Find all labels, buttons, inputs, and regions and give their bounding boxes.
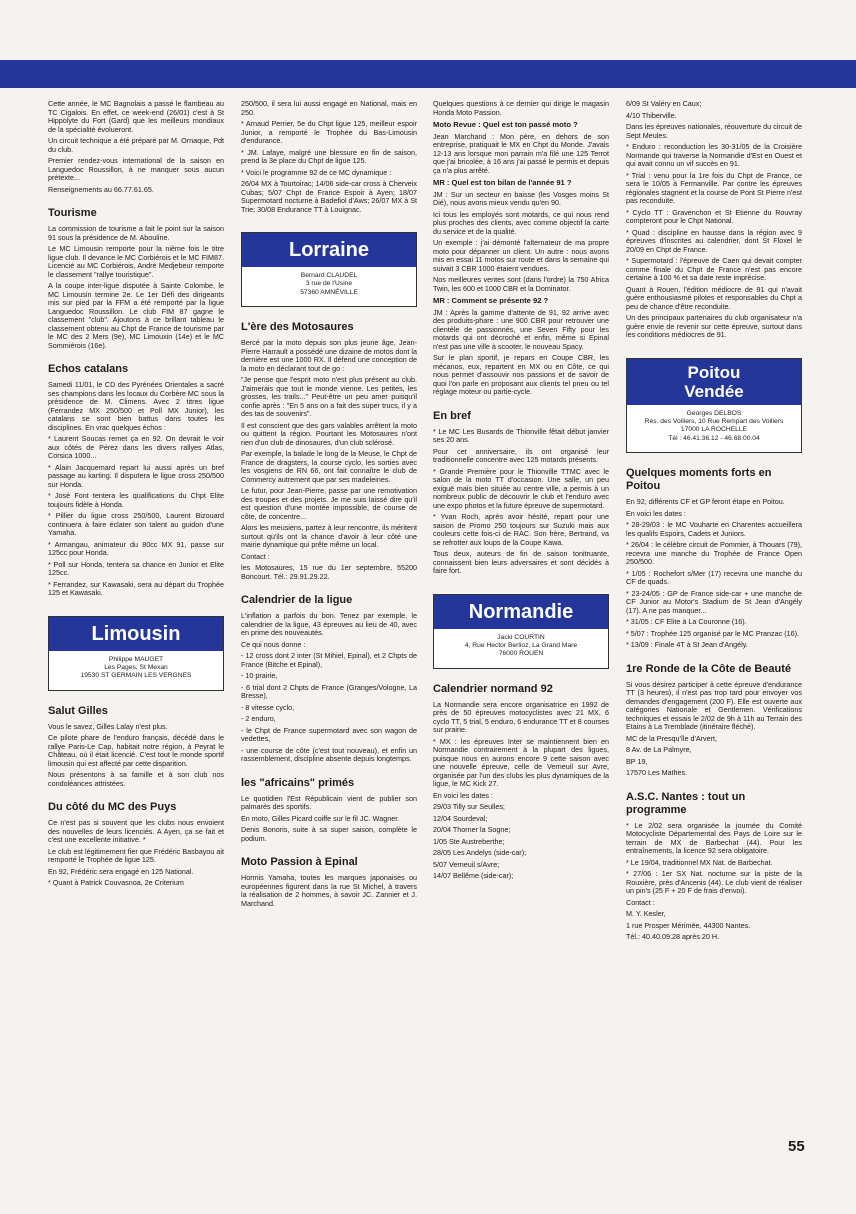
paragraph: Pour cet anniversaire, ils ont organisé leur traditionnelle concentre avec 125 motards présents. xyxy=(433,446,609,464)
paragraph: * Enduro : reconduction les 30-31/05 de la Croisière Normande qui traverse la Normandie d'Est en Ouest et qui avait connu un vif succès en 91. xyxy=(626,142,802,168)
paragraph: En voici les dates : xyxy=(626,508,686,518)
column-4 xyxy=(626,100,802,945)
paragraph: * Laurent Soucas remet ça en 92. On devrait le voir aux côtés de Pérez dans les divers rallyes Atlas, Corsica 1000... xyxy=(48,434,224,460)
paragraph: * Poll sur Honda, tentera sa chance en Junior et Elite 125cc. xyxy=(48,559,224,577)
paragraph: 26/04 MX à Tourtoirac; 14/06 side-car cross à Cherveix Cubas; 5/07 Chpt de France Espoir à Ayen; 18/07 Supermotard nocturne à Badefiol d'Aws; 26/07 MX à St Trie; 30/08 Endurance TT à Louignac. xyxy=(241,179,417,214)
paragraph: Contact : xyxy=(241,551,270,561)
paragraph: Hormis Yamaha, toutes les marques japonaises ou européennes figurent dans la rue St Michel, à travers la réalisation de 2 hommes, à savoir JC. Zannier et J. Marchand. xyxy=(241,873,417,908)
paragraph: La Normandie sera encore organisatrice en 1992 de près de 50 épreuves motocyclistes avec 21 MX, 6 cyclo TT, 5 trial, 5 enduro, 6 endurance TT et 8 courses sur prairie. xyxy=(433,699,609,735)
address-line: 4, Rue Hector Berlioz, La Grand Mare xyxy=(464,641,578,649)
paragraph: Alors les meusiens, partez à leur rencontre, ils méritent surtout qu'ils ont la chance d'avoir à leur côté une mairie dynamique qui prête même un local. xyxy=(241,523,417,550)
heading-ronde-cote-beaute: 1re Ronde de la Côte de Beauté xyxy=(626,662,792,675)
paragraph: Ce n'est pas si souvent que les clubs nous envoient des nouvelles de leurs licenciés. A Ayen, ça se fait et c'est une excellente initiative. * xyxy=(48,818,224,845)
paragraph: - 2 enduro, xyxy=(241,714,276,724)
column-2 xyxy=(241,100,417,911)
column-3 xyxy=(433,100,609,884)
paragraph: * 23-24/05 : GP de France side-car + une manche de CF Junior au Motor's Stadium de St Jean d'Angély (17). A ne pas manquer... xyxy=(626,588,802,615)
paragraph: * 27/06 : 1er SX Nat. nocturne sur la piste de la Rouxière, près d'Ancenis (44). Le club vient de réaliser un pin's (25 F + 20 F de frais d'envoi). xyxy=(626,869,802,896)
paragraph: * Grande Première pour le Thionville TTMC avec le salon de la moto TT d'occasion. Une salle, un peu exiguë mais bien située au centre ville, a permis à un nombreux public de découvrir le club et l'enduro avec une expo photos et la future épreuve de supermotard. xyxy=(433,466,609,510)
paragraph: * Alain Jacquemard repart lui aussi après un bref passage au karting. Il disputera le ligue cross 250/500 sur Honda. xyxy=(48,462,224,489)
paragraph: * 28-29/03 : le MC Vouharte en Charentes accueillera les qualifs Espoirs, Cadets et Juniors. xyxy=(626,520,802,538)
heading-mc-des-puys: Du côté du MC des Puys xyxy=(48,801,177,814)
normandie-contact-box xyxy=(433,594,609,669)
address-line: Philippe MAUGET xyxy=(108,655,164,663)
paragraph: * Quad : discipline en hausse dans la région avec 9 épreuves d'inscrites au calendrier, dont St Floxel le 20/09 en Chpt de France. xyxy=(626,227,802,254)
paragraph: 17570 Les Mathes. xyxy=(626,768,688,778)
address-line: Jacki COURTIN xyxy=(497,633,545,641)
paragraph: * 31/05 : CF Elite à La Couronne (16). xyxy=(626,617,747,627)
paragraph: En 92, Frédéric sera engagé en 125 National. xyxy=(48,866,194,876)
paragraph: Contact : xyxy=(626,897,655,907)
address-line: 17000 LA ROCHELLE xyxy=(680,426,748,434)
limousin-banner: Limousin xyxy=(49,617,223,651)
address-line: 3 rue de l'Usine xyxy=(305,280,353,288)
paragraph: Vous le savez, Gilles Lalay n'est plus. xyxy=(48,721,168,731)
paragraph: * 5/07 : Trophée 125 organisé par le MC Pranzac (16). xyxy=(626,628,799,638)
paragraph: * 1/05 : Rochefort s/Mer (17) recevra une manche du CF de quads. xyxy=(626,568,802,587)
paragraph: Ce qui nous donne : xyxy=(241,639,306,649)
paragraph: Nous présentons à sa famille et à son club nos condoléances attristées. xyxy=(48,770,224,788)
limousin-address xyxy=(49,651,223,690)
paragraph: A la coupe inter-ligue disputée à Sainte Colombe, le MC Limousin termine 2e. Le 1er Défi des dirigeants mis sur pied par la FFM a été remporté par la ligue Languedoc Roussillon. Le club FIM 87 gagne le classement "club". Ajoutons à ce brillant tableau le classement obtenu au Chpt de France de tourisme par le MC des 2 Mers (9e), MC Limouxin (14e) et le MC Sommiérois (16e). xyxy=(48,281,224,350)
paragraph: 8 Av. de La Palmyre, xyxy=(626,745,692,755)
paragraph: * Ferrandez, sur Kawasaki, sera au départ du Trophée 125 et Kawasaki. xyxy=(48,579,224,597)
paragraph: Le MC Limousin remporte pour la nième fois le titre ligue club. Il devance le MC Corbiérois et le MC FIM87. Licencié au MC Corbiérois, André Medjebeur remporte le classement "rallye touristique". xyxy=(48,244,224,279)
paragraph: 5/07 Verneuil s/Avre; xyxy=(433,859,500,869)
paragraph: * Voici le programme 92 de ce MC dynamique : xyxy=(241,167,392,177)
normandie-address xyxy=(434,629,608,668)
address-line: 76000 ROUEN xyxy=(498,650,544,658)
paragraph: Le quotidien l'Est Républicain vient de publier son palmarès des sportifs. xyxy=(241,793,417,812)
paragraph: Le futur, pour Jean-Pierre, passe par une remotivation des troupes et des projets. Je me suis laissé dire qu'il est question d'une montée impossible, de course de côte, de concentre... xyxy=(241,486,417,521)
paragraph: * Supermotard : l'épreuve de Caen qui devait compter comme finale du Chpt de France n'est pas encore certaine à 100 % et sa date reste imprécise. xyxy=(626,256,802,282)
paragraph: * Pillier du ligue cross 250/500, Laurent Bizouard continuera à faire éclater son talent au guidon d'une Yamaha. xyxy=(48,511,224,537)
paragraph: Jean Marchand : Mon père, en dehors de son entreprise, pratiquait le MX en Chpt du Monde. J'avais 12-13 ans lorsque mon parrain m'a filé une 125 Terrot que j'ai bricolée, à 16 ans j'ai passé le permis et depuis ça n'a plus arrêté. xyxy=(433,131,609,175)
address-line: Georges DELBOS xyxy=(686,409,742,417)
interview-question: MR : Quel est ton bilan de l'année 91 ? xyxy=(433,178,572,187)
column-1 xyxy=(48,100,224,891)
paragraph: Renseignements au 66.77.61.65. xyxy=(48,184,154,194)
banner-line: Vendée xyxy=(684,381,744,401)
header-band xyxy=(0,60,856,88)
paragraph: * JM. Lafaye, malgré une blessure en fin de saison, prend la 3e place du Chpt de ligue 125. xyxy=(241,147,417,165)
page-number: 55 xyxy=(788,1138,805,1155)
paragraph: 1 rue Prosper Mérimée, 44300 Nantes. xyxy=(626,920,751,930)
paragraph: Un circuit technique a été préparé par M. Ornaque, Pdt du club. xyxy=(48,136,224,154)
paragraph: 29/03 Tilly sur Seulles; xyxy=(433,802,505,812)
heading-motosaures: L'ère des Motosaures xyxy=(241,321,354,334)
paragraph: * Cyclo TT : Gravenchon et St Etienne du Rouvray compteront pour le Chpt National. xyxy=(626,207,802,225)
paragraph: 28/05 Les Andelys (side-car); xyxy=(433,848,527,858)
address-line: Bernard CLAUDEL xyxy=(300,272,358,279)
heading-asc-nantes: A.S.C. Nantes : tout un programme xyxy=(626,790,746,816)
paragraph: * 13/09 : Finale 4T à St Jean d'Angély. xyxy=(626,640,748,650)
paragraph: Premier rendez-vous international de la saison en Languedoc Roussillon, à ne manquer sous aucun prétexte... xyxy=(48,156,224,182)
limousin-contact-box xyxy=(48,616,224,691)
paragraph: Un exemple : j'ai démonté l'alternateur de ma propre moto pour dépanner un client. Un autre : nous avons mis en essai 11 motos sur route et dans la semaine qui suivait 3 CBR 1000 étaient vendues. xyxy=(433,238,609,273)
paragraph: Si vous désirez participer à cette épreuve d'endurance TT (3 heures), il n'est pas trop tard pour envoyer vos demandes d'engagement (200 F). Elle est ouverte aux catégories Nationale et Gentlemen. Vérifications techniques et essais le 2/02 de 9h à 11h au Terrain des Etains à La Tremblade (itinéraire fléché). xyxy=(626,679,802,732)
interview-question: Moto Revue : Quel est ton passé moto ? xyxy=(433,120,578,129)
paragraph: Ce pilote phare de l'enduro français, décédé dans le rallye Paris-Le Cap, habitait notre région, à Peyrat le Château, où il était licencié. C'est tout le monde sportif limousin qui est affecté par cette disparition. xyxy=(48,733,224,768)
lorraine-contact-box xyxy=(241,232,417,307)
paragraph: * Le MC Les Busards de Thionville fêtait début janvier ses 20 ans. xyxy=(433,426,609,444)
paragraph: 14/07 Bellême (side-car); xyxy=(433,871,514,881)
paragraph: * Armangau, animateur du 80cc MX 91, passe sur 125cc pour Honda. xyxy=(48,539,224,557)
paragraph: * 26/04 : le célèbre circuit de Pommier, à Thouars (79), recevra une manche du Trophée de France Open 250/500. xyxy=(626,540,802,567)
paragraph: Quant à Rouen, l'édition médiocre de 91 qui n'avait guère enthousiasmé pilotes et responsables du Chpt a peu de chance d'être reconduite. xyxy=(626,284,802,311)
heading-calendrier-ligue: Calendrier de la ligue xyxy=(241,594,353,607)
paragraph: L'inflation a parfois du bon. Tenez par exemple, le calendrier de la ligue, 43 épreuves au lieu de 40, avec en prime des nouveautés. xyxy=(241,611,417,638)
poitou-vendee-banner xyxy=(627,359,801,405)
heading-moments-forts: Quelques moments forts en Poitou xyxy=(626,467,772,493)
poitou-vendee-contact-box xyxy=(626,358,802,454)
paragraph: En moto, Gilles Picard coiffe sur le fil JC. Wagner. xyxy=(241,813,400,823)
paragraph: * Le 2/02 sera organisée la journée du Comité Motocycliste Départemental des Pays de Loire sur le terrain de MX de Barbechat (44). Pour les entraînements, la licence 92 sera obligatoire. xyxy=(626,820,802,856)
paragraph: Sur le plan sportif, je repars en Coupe CBR, les mécanos, eux, repartent en MX ou en Côte, ce qui nous permet d'assouvir nos passions et de savoir de quoi l'on parle en proposant aux clients tel pneu ou tel réglage moteur ou partie-cycle. xyxy=(433,353,609,396)
paragraph: "Je pense que l'esprit moto n'est plus présent au club. J'aimerais que tout le monde vienne. Les petites, les grosses, les trails..." Peut-être un peu amer puisqu'il confie après : "En 5 ans on a fait des super trucs, il y a des tas de souvenirs". xyxy=(241,375,417,419)
paragraph: Dans les épreuves nationales, réouverture du circuit de Sept Meules. xyxy=(626,122,802,140)
paragraph: * Yvan Roch, après avoir hésité, repart pour une saison de Promo 250 toujours sur Suzuki mais aux couleurs cette fois-ci de RAC. Son frère, Bertrand, va se refrotter aux loups de la Coupe Kawa. xyxy=(433,512,609,547)
paragraph: * Le 19/04, traditionnel MX Nat. de Barbechat. xyxy=(626,857,773,867)
paragraph: JM : Après la gamme d'attente de 91, 92 arrive avec des produits-phare : une 900 CBR pour retrouver une clientèle de passionnés, une Seven Fifty pour les motards qui ont décroché et enfin, même si Epinal n'est pas une ville à scooter, le nouveau Spacy. xyxy=(433,307,609,351)
paragraph: - 8 vitesse cyclo, xyxy=(241,702,295,712)
paragraph: BP 19, xyxy=(626,756,648,766)
paragraph: - 12 cross dont 2 inter (St Mihiel, Epinal), et 2 Chpts de France (Bitche et Epinal), xyxy=(241,651,417,669)
paragraph: Un des principaux partenaires du club organisateur n'a guère envie de revenir sur cette épreuve, surtout dans les conditions médiocres de 91. xyxy=(626,313,802,339)
heading-moto-passion: Moto Passion à Epinal xyxy=(241,856,358,869)
paragraph: En voici les dates : xyxy=(433,790,493,800)
banner-line: Poitou xyxy=(687,362,741,382)
heading-salut-gilles: Salut Gilles xyxy=(48,704,108,717)
paragraph: 1/05 Ste Austreberthe; xyxy=(433,836,505,846)
paragraph: La commission de tourisme a fait le point sur la saison 91 sous la présidence de M. Abouline. xyxy=(48,224,224,242)
paragraph: 20/04 Thorner la Sogne; xyxy=(433,825,511,835)
paragraph: Bercé par la moto depuis son plus jeune âge, Jean-Pierre Harrault a possédé une dizaine de motos dont la dernière est une 1000 RX. Il défend une conception de la moto en déclarant tout de go : xyxy=(241,338,417,373)
paragraph: Le club est légitimement fier que Frédéric Basbayou ait remporté le Trophée de ligue 125. xyxy=(48,846,224,865)
paragraph: * Trial : venu pour la 1re fois du Chpt de France, ce sera le 10/05 à Fermanville. Par contre les épreuves régionales stagnent et la course de Pont St Pierre n'est pas reconduite. xyxy=(626,170,802,205)
heading-calendrier-normand: Calendrier normand 92 xyxy=(433,682,553,695)
paragraph: - le Chpt de France supermotard avec son wagon de vedettes, xyxy=(241,725,417,744)
address-line: Tél : 46.41.36.12 - 46.68.00.04 xyxy=(668,434,760,442)
paragraph: Cette année, le MC Bagnolais a passé le flambeau au TC Cigalois. En effet, ce week-end (26/01) c'est à St Hippolyte du Fort (Gard) que les meilleurs mondiaux de la spécialité évolueront. xyxy=(48,99,224,134)
paragraph: Ici tous les employés sont motards, ce qui nous rend plus proches des clients, avec comme objectif la carte du service et de la qualité. xyxy=(433,209,609,236)
paragraph: - une course de côte (c'est tout nouveau), et enfin un rassemblement, discipline absente depuis longtemps. xyxy=(241,745,417,764)
heading-africains: les "africains" primés xyxy=(241,776,355,789)
paragraph: 6/09 St Valéry en Caux; xyxy=(626,99,702,108)
address-line: 19530 ST GERMAIN LES VERGNES xyxy=(80,672,192,680)
paragraph: - 6 trial dont 2 Chpts de France (Granges/Vologne, La Bresse), xyxy=(241,682,417,701)
heading-tourisme: Tourisme xyxy=(48,207,97,219)
paragraph: Par exemple, la balade le long de la Meuse, le Chpt de France de dragsters, la course cyclo, les sorties avec les vosgiens de RN 66, ont fait connaître le club de Commercy autrement que par ses madeleines. xyxy=(241,449,417,484)
paragraph: 250/500, il sera lui aussi engagé en National, mais en 250. xyxy=(241,99,417,117)
paragraph: Nos meilleures ventes sont (dans l'ordre) la 750 Africa Twin, les 600 et 1000 CBR et la Dominator. xyxy=(433,275,609,293)
paragraph: Denis Bonoris, suite à sa super saison, complète le podium. xyxy=(241,825,417,843)
normandie-banner: Normandie xyxy=(434,595,608,629)
paragraph: Tél.: 40.40.09.28 après 20 H. xyxy=(626,932,720,942)
paragraph: Tous deux, auteurs de fin de saison tonitruante, connaissent bien leurs adversaires et sont décidés à faire fort. xyxy=(433,549,609,575)
paragraph: Quelques questions à ce dernier qui dirige le magasin Honda Moto Passion. xyxy=(433,99,609,117)
paragraph: * Arnaud Perrier, 5e du Chpt ligue 125, meilleur espoir Junior, a remporté le Trophée du Bas-Limousin d'endurance. xyxy=(241,119,417,145)
paragraph: MC de la Presqu'île d'Arvert, xyxy=(626,733,718,743)
paragraph: * MX : les épreuves Inter se maintiennent bien en Normandie contrairement à la plupart des ligues, puisque nous en aurons encore 9 cette saison avec une nouvelle épreuve, celle de Verneuil sur Avre, organisée par l'un des clubs les plus dynamiques de la ligue, le MC Kick 27. xyxy=(433,736,609,789)
paragraph: Il est conscient que des gars valables arrêtent la moto ou quittent la région. Pourtant les Motosaures n'ont rien d'un club de dinosaures, d'un club sclérosé. xyxy=(241,420,417,447)
paragraph: JM : Sur un secteur en baisse (les Vosges moins St Dié), nous avons mieux vendu qu'en 90. xyxy=(433,189,609,207)
address-line: Les Pages, St Mexan xyxy=(104,663,168,671)
heading-echos-catalans: Echos catalans xyxy=(48,363,129,375)
poitou-vendee-address xyxy=(627,405,801,453)
lorraine-address xyxy=(242,267,416,306)
heading-en-bref: En bref xyxy=(433,409,471,422)
paragraph: 12/04 Sourdeval; xyxy=(433,813,488,823)
lorraine-banner: Lorraine xyxy=(242,233,416,267)
paragraph: En 92, différents CF et GP feront étape en Poitou. xyxy=(626,497,785,507)
address-line: Rés. des Voiliers, 10 Rue Rempart des Voiliers xyxy=(644,417,784,425)
paragraph: 4/10 Thiberville. xyxy=(626,110,677,120)
address-line: 57360 AMNÉVILLE xyxy=(300,288,358,296)
paragraph: M. Y. Kesler, xyxy=(626,909,666,919)
paragraph: les Motosaures, 15 rue du 1er septembre, 55200 Boncourt. Tél.: 29.91.29.22. xyxy=(241,563,417,581)
paragraph: * Quant à Patrick Couvasnoa, 2e Criterium xyxy=(48,878,184,888)
paragraph: * José Font tentera les qualifications du Chpt Elite toujours fidèle à Honda. xyxy=(48,491,224,509)
paragraph: - 10 prairie, xyxy=(241,671,278,681)
interview-question: MR : Comment se présente 92 ? xyxy=(433,296,549,305)
paragraph: Samedi 11/01, le CD des Pyrénées Orientales a sacré ses champions dans les locaux du Corbère MC sous la présidence de M. Climens. Avec 2 titres ligue (Ferrandez MX 250/500 et Poll MX Junior), les catalans se sont bien battus dans toutes les disciplines. En vrac quelques échos : xyxy=(48,380,224,432)
